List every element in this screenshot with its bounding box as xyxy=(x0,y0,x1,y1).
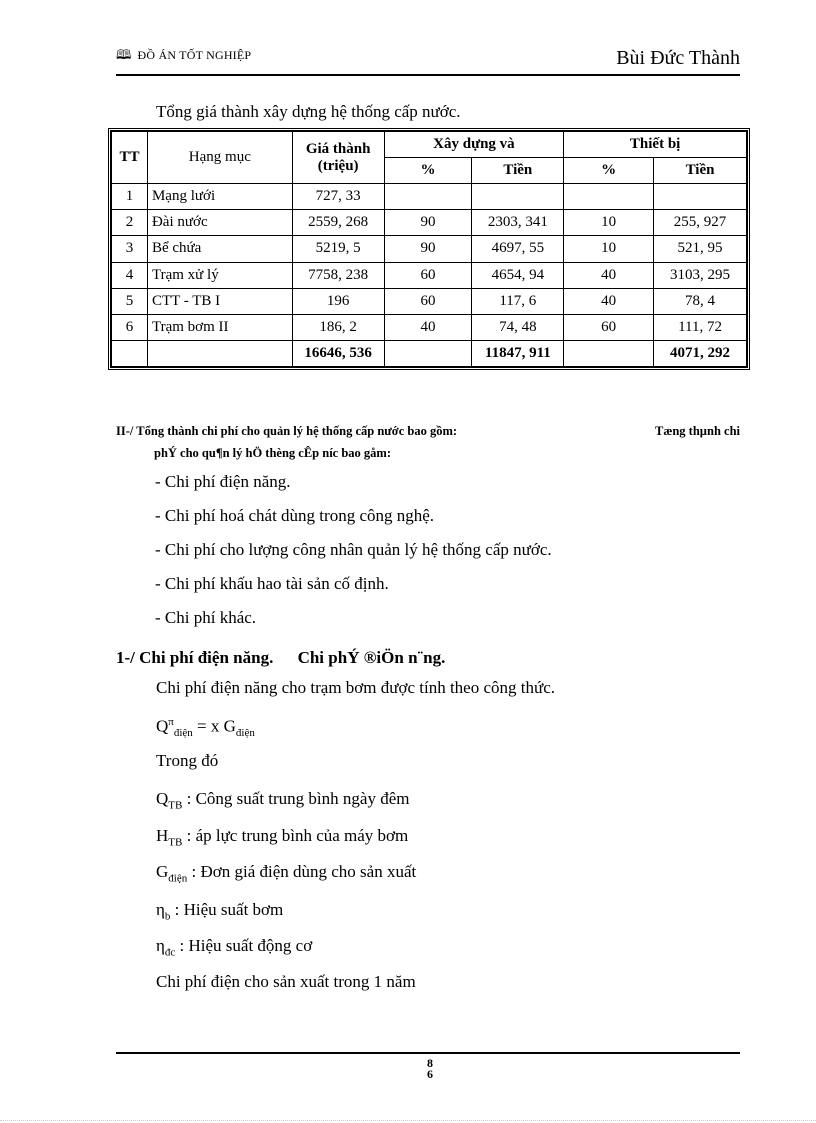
cell-tb-tien: 78, 4 xyxy=(654,288,747,314)
cell-xd-tien xyxy=(472,184,564,210)
final-paragraph: Chi phí điện cho sản xuất trong 1 năm xyxy=(156,972,416,991)
section-2-title: Tổng thành chi phí cho quản lý hệ thống cấp nước bao gồm: xyxy=(136,424,458,438)
cell-xd-pct: 90 xyxy=(384,236,472,262)
th-xd-tien: Tiền xyxy=(472,158,564,184)
cell-gia: 727, 33 xyxy=(292,184,384,210)
book-icon: 🕮 xyxy=(116,47,132,62)
cell-tb-tien: 3103, 295 xyxy=(654,262,747,288)
section-2-garbled-a: Tæng thµnh chi xyxy=(654,424,740,438)
th-tt: TT xyxy=(112,132,148,184)
page-header xyxy=(116,46,740,76)
page-edge xyxy=(0,1120,816,1121)
cell-tt: 5 xyxy=(112,288,148,314)
table-row xyxy=(112,314,747,340)
def-qtb: $Q_{TB}$ : Công suất trung bình ngày đêm xyxy=(156,789,410,812)
cell-tb-pct xyxy=(564,184,654,210)
section-1-garbled: Chi phÝ ®iÖn n¨ng. xyxy=(297,648,446,667)
footer-rule xyxy=(116,1052,740,1054)
def-htb: $H_{TB}$ : áp lực trung bình của máy bơm xyxy=(156,826,409,849)
th-xay-dung: Xây dựng và xyxy=(384,132,564,158)
formula: $Q^\pi_{điện} = x$ $G_{điện}$ xyxy=(156,716,255,740)
list-item: - Chi phí khấu hao tài sản cố định. xyxy=(155,574,389,593)
table-row xyxy=(112,262,747,288)
cell-name: Đài nước xyxy=(147,210,292,236)
cell-xd-pct xyxy=(384,184,472,210)
section-1-number: 1-/ xyxy=(116,648,135,667)
cell-xd-tien: 4654, 94 xyxy=(472,262,564,288)
cell-name: Trạm xử lý xyxy=(147,262,292,288)
list-item: - Chi phí khác. xyxy=(155,608,257,627)
table-row xyxy=(112,288,747,314)
def-eta-dc: $\eta_{đc}$ : Hiệu suất động cơ xyxy=(156,936,313,959)
cell-tb-tien xyxy=(654,184,747,210)
total-xd-tien: 11847, 911 xyxy=(472,340,564,366)
th-tb-pct: % xyxy=(564,158,654,184)
cell-tb-pct: 60 xyxy=(564,314,654,340)
list-item: - Chi phí cho lượng công nhân quản lý hệ thống cấp nước. xyxy=(155,540,552,559)
section-1-heading xyxy=(116,648,445,668)
th-hang-muc: Hạng mục xyxy=(147,132,292,184)
cell-tt: 2 xyxy=(112,210,148,236)
cell-gia: 5219, 5 xyxy=(292,236,384,262)
header-author: Bùi Đức Thành xyxy=(616,47,740,69)
cell-tb-tien: 255, 927 xyxy=(654,210,747,236)
cell-tt: 4 xyxy=(112,262,148,288)
section-2-number: II-/ xyxy=(116,424,134,438)
cell-tb-tien: 111, 72 xyxy=(654,314,747,340)
header-title: ĐỒ ÁN TỐT NGHIỆP xyxy=(137,48,252,62)
cell-xd-tien: 2303, 341 xyxy=(472,210,564,236)
cell-tb-pct: 40 xyxy=(564,262,654,288)
cell-gia: 196 xyxy=(292,288,384,314)
cell-name: Mạng lưới xyxy=(147,184,292,210)
table-title: Tổng giá thành xây dựng hệ thống cấp nước. xyxy=(156,102,461,121)
page-number: 8 6 xyxy=(427,1056,433,1081)
th-thiet-bi: Thiết bị xyxy=(564,132,747,158)
total-tb-tien: 4071, 292 xyxy=(654,340,747,366)
cell-gia: 186, 2 xyxy=(292,314,384,340)
trong-do: Trong đó xyxy=(156,751,219,770)
cell-tt: 6 xyxy=(112,314,148,340)
table-row xyxy=(112,184,747,210)
table-row xyxy=(112,210,747,236)
cell-xd-tien: 4697, 55 xyxy=(472,236,564,262)
cell-name: Trạm bơm II xyxy=(147,314,292,340)
cell-xd-tien: 117, 6 xyxy=(472,288,564,314)
section-2-heading xyxy=(116,420,740,464)
table-row xyxy=(112,236,747,262)
th-tb-tien: Tiền xyxy=(654,158,747,184)
cost-table xyxy=(108,128,750,370)
cell-xd-tien: 74, 48 xyxy=(472,314,564,340)
cell-tt: 1 xyxy=(112,184,148,210)
cost-items-list xyxy=(155,470,552,640)
cell-tt: 3 xyxy=(112,236,148,262)
cell-name: CTT - TB I xyxy=(147,288,292,314)
cell-tb-pct: 40 xyxy=(564,288,654,314)
section-2-garbled-b: phÝ cho qu¶n lý hÖ thèng cÊp níc bao gåm: xyxy=(154,446,392,460)
cell-tb-pct: 10 xyxy=(564,210,654,236)
cell-xd-pct: 90 xyxy=(384,210,472,236)
section-1-title: Chi phí điện năng. xyxy=(139,648,274,667)
cell-gia: 2559, 268 xyxy=(292,210,384,236)
cell-tb-tien: 521, 95 xyxy=(654,236,747,262)
intro-paragraph: Chi phí điện năng cho trạm bơm được tính theo công thức. xyxy=(156,678,556,697)
list-item: - Chi phí hoá chát dùng trong công nghệ. xyxy=(155,506,435,525)
cell-xd-pct: 60 xyxy=(384,262,472,288)
cell-gia: 7758, 238 xyxy=(292,262,384,288)
th-gia-thanh: Giá thành (triệu) xyxy=(292,132,384,184)
list-item: - Chi phí điện năng. xyxy=(155,472,291,491)
def-eta-b: $\eta_b$ : Hiệu suất bơm xyxy=(156,900,284,923)
th-xd-pct: % xyxy=(384,158,472,184)
table-total-row xyxy=(112,340,747,366)
cell-name: Bể chứa xyxy=(147,236,292,262)
def-gdien: $G_{điện}$ : Đơn giá điện dùng cho sản xuất xyxy=(156,862,417,885)
cell-xd-pct: 60 xyxy=(384,288,472,314)
header-left xyxy=(116,46,251,68)
total-gia: 16646, 536 xyxy=(292,340,384,366)
cell-tb-pct: 10 xyxy=(564,236,654,262)
cell-xd-pct: 40 xyxy=(384,314,472,340)
